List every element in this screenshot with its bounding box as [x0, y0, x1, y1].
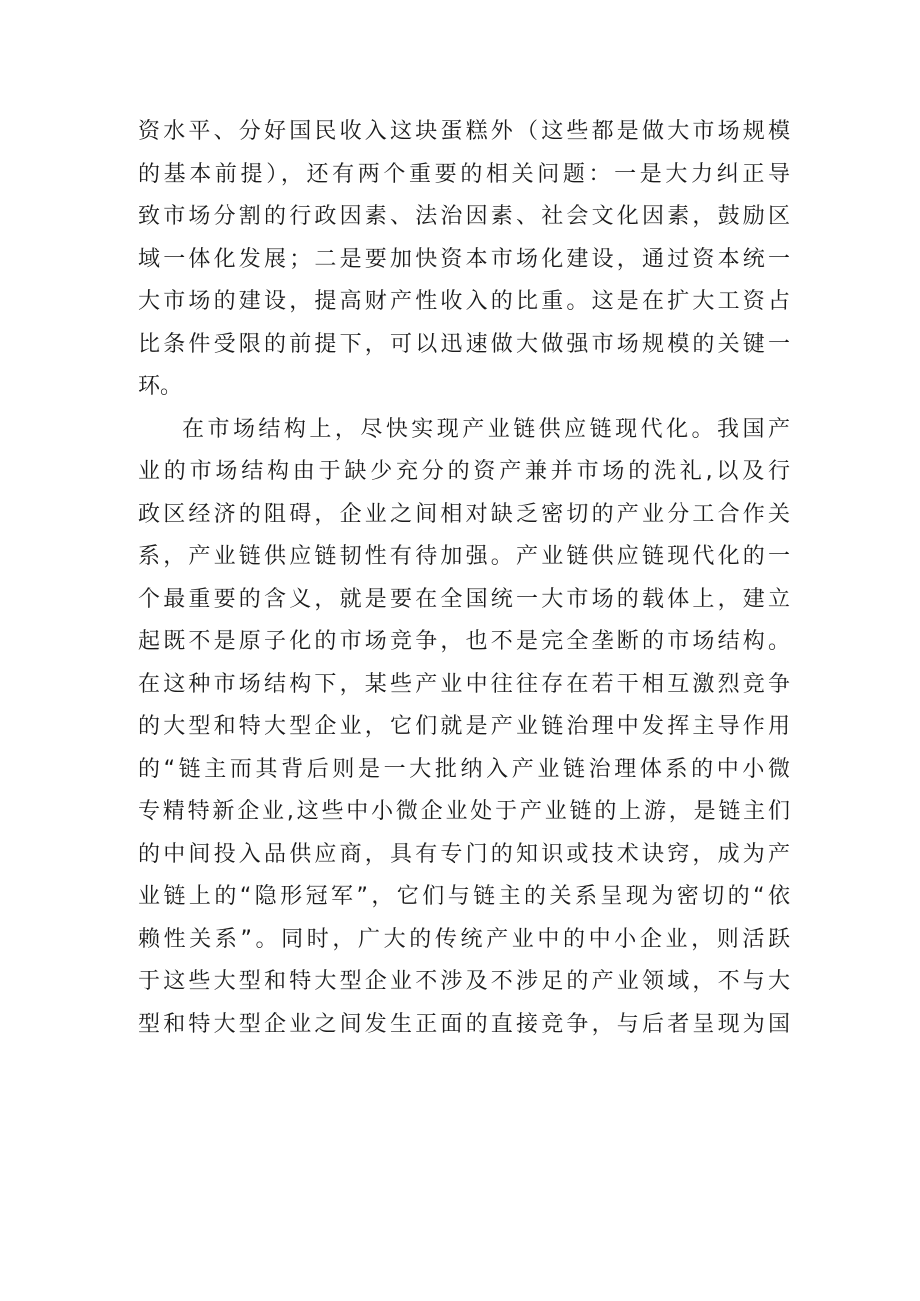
text-line: 环。 [138, 374, 183, 399]
text-line: 在市场结构上，尽快实现产业链供应链现代化。我国产 [182, 416, 790, 442]
text-line: 业的市场结构由于缺少充分的资产兼并市场的洗礼,以及行 [138, 459, 790, 484]
text-line: 赖性关系”。同时，广大的传统产业中的中小企业，则活跃 [138, 926, 790, 952]
text-line: 业链上的“隐形冠军”，它们与链主的关系呈现为密切的“依 [138, 884, 790, 909]
text-line: 政区经济的阻碍，企业之间相对缺乏密切的产业分工合作关 [138, 501, 790, 527]
text-line: 型和特大型企业之间发生正面的直接竞争，与后者呈现为国 [138, 1011, 790, 1037]
text-line: 资水平、分好国民收入这块蛋糕外（这些都是做大市场规模 [138, 119, 790, 144]
text-line: 致市场分割的行政因素、法治因素、社会文化因素，鼓励区 [138, 204, 790, 229]
text-line: 的“链主而其背后则是一大批纳入产业链治理体系的中小微 [138, 756, 790, 782]
body-text [138, 111, 790, 1046]
text-line: 域一体化发展；二是要加快资本市场化建设，通过资本统一 [138, 246, 790, 272]
text-line: 大市场的建设，提高财产性收入的比重。这是在扩大工资占 [138, 289, 790, 314]
text-line: 的基本前提），还有两个重要的相关问题：一是大力纠正导 [138, 161, 790, 187]
text-line: 专精特新企业,这些中小微企业处于产业链的上游，是链主们 [138, 799, 790, 824]
text-line: 的中间投入品供应商，具有专门的知识或技术诀窍，成为产 [138, 841, 790, 867]
text-line: 于这些大型和特大型企业不涉及不涉足的产业领域，不与大 [138, 969, 790, 994]
text-line: 个最重要的含义，就是要在全国统一大市场的载体上，建立 [138, 586, 790, 612]
paragraph [138, 409, 790, 1047]
text-line: 比条件受限的前提下，可以迅速做大做强市场规模的关键一 [138, 331, 790, 357]
text-line: 在这种市场结构下，某些产业中往往存在若干相互激烈竞争 [138, 671, 790, 697]
text-line: 系，产业链供应链韧性有待加强。产业链供应链现代化的一 [138, 544, 790, 569]
paragraph [138, 111, 790, 409]
text-line: 起既不是原子化的市场竞争，也不是完全垄断的市场结构。 [138, 629, 790, 654]
text-line: 的大型和特大型企业，它们就是产业链治理中发挥主导作用 [138, 714, 790, 739]
